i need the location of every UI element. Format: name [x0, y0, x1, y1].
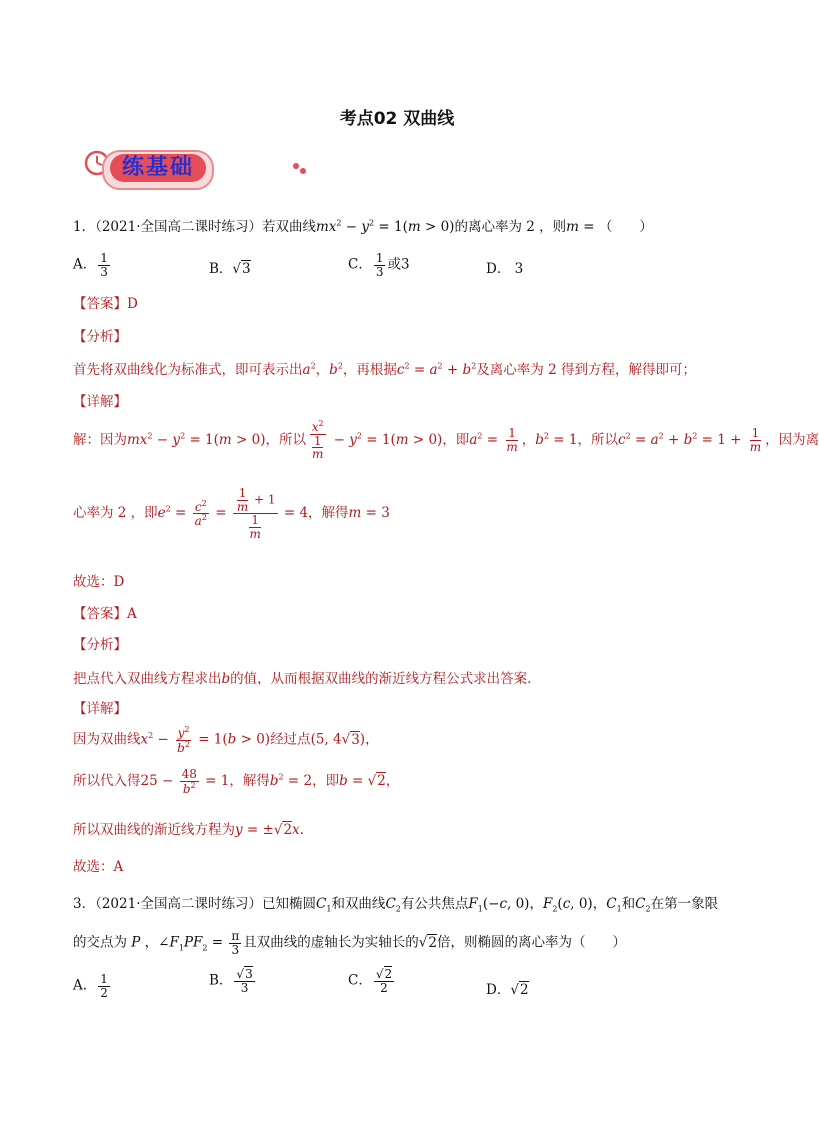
- question-3-line-1: 3．（2021·全国高二课时练习）已知椭圆$C_1$和双曲线$C_2$有公共焦点$F_1(-c$, 0)，$F_2(c$, 0)，$C_1$和$C_2$在第一象限: [73, 896, 719, 914]
- option-b: B．√3: [209, 261, 251, 277]
- detail-label: 【详解】: [73, 394, 127, 410]
- detail-line-2: 所以代入得25 − $\frac{48}{b^2}$ = 1，解得$b^2 = 2$，即b = √2，: [73, 767, 400, 796]
- option-c: C． $\frac{1}{3}$ 或3: [348, 251, 410, 279]
- analysis-text: 把点代入双曲线方程求出b的值，从而根据双曲线的渐近线方程公式求出答案.: [73, 671, 532, 687]
- answer-label: 【答案】A: [73, 606, 137, 622]
- page-title: 考点02 双曲线: [339, 109, 455, 129]
- detail-line-1: 因为双曲线$x^2$ − $\frac{y^2}{b^2}$ = 1(b > 0)经过点(5, 4√3)，: [73, 725, 379, 755]
- option-b: B． $\frac{√3}{3}$: [209, 967, 253, 995]
- option-a: A． $\frac{1}{2}$: [73, 972, 108, 1000]
- question-1: 1．（2021·全国高二课时练习）若双曲线$mx^2 - y^2 = 1(m > 0)$的离心率为 2 ，则m = （ ）: [73, 218, 653, 235]
- option-d: D．√2: [486, 982, 529, 998]
- dots-decoration: [292, 162, 308, 176]
- detail-line-3: 所以双曲线的渐近线方程为y = ±√2x.: [73, 822, 304, 838]
- detail-label: 【详解】: [73, 701, 127, 717]
- badge-label: 练基础: [121, 155, 194, 180]
- answer-label: 【答案】D: [73, 296, 138, 312]
- question-3-line-2: 的交点为 P ，$\angle F_1PF_2$ = $\frac{\pi}{3}$ 且双曲线的虚轴长为实轴长的√2倍，则椭圆的离心率为（ ）: [73, 929, 626, 957]
- detail-line-1: 解：因为$mx^2 - y^2 = 1(m > 0)$，所以 $\frac{x^2}{\frac{1}{m}}$ − $y^2 = 1(m > 0)$，即$a^2$ = $\frac{1}{m}$ ，$b^2 = 1$，所以$c^2 = a^2 + b^2 = 1$ + $\frac{1}{m}$ ，因为离: [73, 419, 819, 462]
- option-d: D． 3: [486, 261, 524, 277]
- option-a: A． $\frac{1}{3}$: [73, 251, 108, 279]
- math: mx: [316, 219, 337, 235]
- question-number: 1．: [73, 219, 96, 235]
- analysis-text: 首先将双曲线化为标准式，即可表示出$a^2$，$b^2$，再根据$c^2 = a^2 + b^2$及离心率为 2 得到方程，解得即可；: [73, 361, 696, 378]
- analysis-label: 【分析】: [73, 329, 127, 345]
- selection-2: 故选：A: [73, 859, 124, 875]
- question-number: 3．: [73, 896, 96, 912]
- analysis-label: 【分析】: [73, 637, 127, 653]
- option-c: C． $\frac{√2}{2}$: [348, 967, 393, 995]
- selection-1: 故选：D: [73, 574, 125, 590]
- detail-line-2: 心率为 2 ，即$e^2$ = $\frac{c^2}{a^2}$ = $\frac{1}{m}$ + 1 $\frac{1}{m}$ = 4，解得m = 3: [73, 486, 390, 541]
